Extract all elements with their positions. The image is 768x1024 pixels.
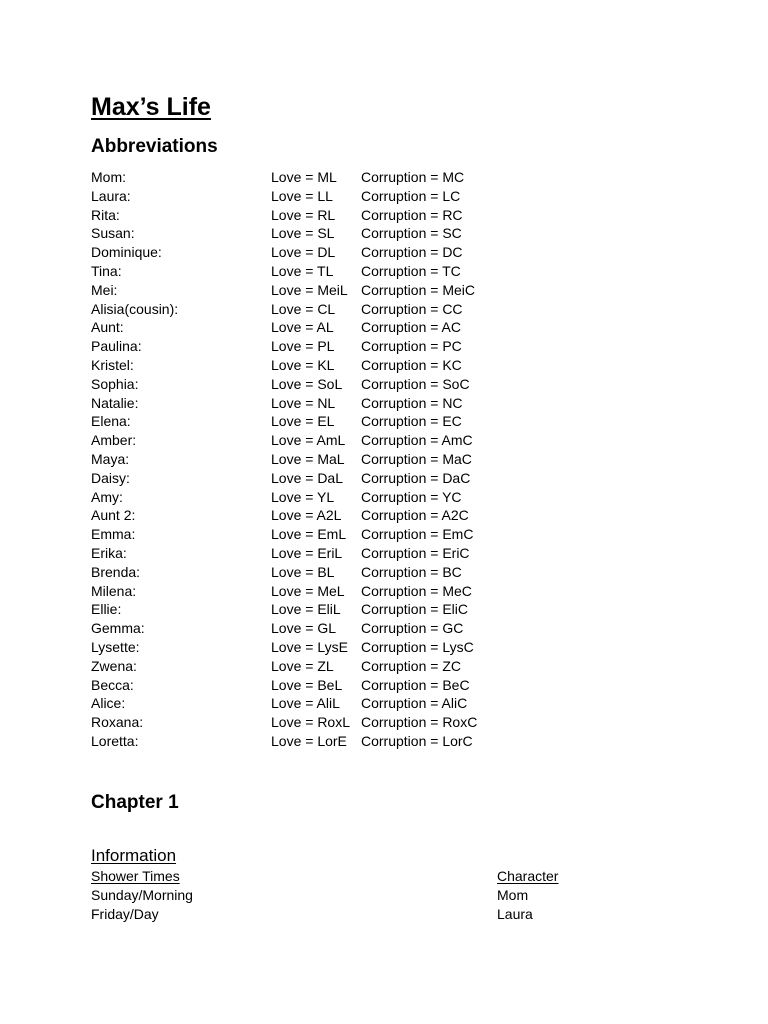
love-abbreviation: Love = MeiL: [271, 281, 348, 298]
corruption-abbreviation: Corruption = EliC: [361, 601, 468, 618]
character-name: Mei:: [91, 281, 118, 298]
corruption-abbreviation: Corruption = SC: [361, 225, 462, 242]
love-abbreviation: Love = A2L: [271, 507, 342, 524]
abbreviation-row: [91, 469, 611, 488]
character-name: Milena:: [91, 582, 137, 599]
abbreviation-row: [91, 300, 611, 319]
corruption-abbreviation: Corruption = LorC: [361, 732, 473, 749]
character-name: Emma:: [91, 526, 136, 543]
abbreviation-row: [91, 732, 611, 751]
character-name: Kristel:: [91, 356, 134, 373]
love-abbreviation: Love = AL: [271, 319, 334, 336]
love-abbreviation: Love = RL: [271, 206, 336, 223]
abbreviation-row: [91, 619, 611, 638]
character-name: Amber:: [91, 432, 137, 449]
corruption-abbreviation: Corruption = BeC: [361, 676, 470, 693]
corruption-abbreviation: Corruption = SoC: [361, 375, 470, 392]
table-row: [91, 905, 611, 924]
character-cell: Laura: [497, 906, 533, 922]
corruption-abbreviation: Corruption = GC: [361, 620, 464, 637]
corruption-abbreviation: Corruption = MeiC: [361, 281, 475, 298]
corruption-abbreviation: Corruption = EC: [361, 413, 462, 430]
corruption-abbreviation: Corruption = LC: [361, 187, 461, 204]
corruption-abbreviation: Corruption = A2C: [361, 507, 469, 524]
character-name: Erika:: [91, 544, 127, 561]
corruption-abbreviation: Corruption = YC: [361, 488, 462, 505]
love-abbreviation: Love = AmL: [271, 432, 346, 449]
character-name: Elena:: [91, 413, 131, 430]
love-abbreviation: Love = LysE: [271, 638, 348, 655]
corruption-abbreviation: Corruption = MaC: [361, 450, 472, 467]
love-abbreviation: Love = SoL: [271, 375, 343, 392]
info-table: [91, 867, 611, 924]
abbreviation-row: [91, 394, 611, 413]
abbreviation-row: [91, 168, 611, 187]
abbreviation-row: [91, 281, 611, 300]
love-abbreviation: Love = ZL: [271, 657, 334, 674]
character-name: Maya:: [91, 450, 130, 467]
character-header: Character: [497, 868, 559, 884]
character-name: Brenda:: [91, 563, 141, 580]
corruption-abbreviation: Corruption = RoxC: [361, 714, 478, 731]
love-abbreviation: Love = BeL: [271, 676, 343, 693]
corruption-abbreviation: Corruption = LysC: [361, 638, 474, 655]
abbreviations-heading: Abbreviations: [91, 136, 218, 157]
love-abbreviation: Love = PL: [271, 338, 335, 355]
abbreviation-row: [91, 356, 611, 375]
chapter-heading: Chapter 1: [91, 792, 179, 813]
corruption-abbreviation: Corruption = AC: [361, 319, 461, 336]
abbreviation-row: [91, 713, 611, 732]
love-abbreviation: Love = LL: [271, 187, 333, 204]
corruption-abbreviation: Corruption = DC: [361, 244, 463, 261]
character-name: Alisia(cousin):: [91, 300, 179, 317]
abbreviation-row: [91, 318, 611, 337]
love-abbreviation: Love = SL: [271, 225, 335, 242]
love-abbreviation: Love = AliL: [271, 695, 340, 712]
abbreviation-row: [91, 243, 611, 262]
shower-time-cell: Friday/Day: [91, 906, 159, 922]
abbreviation-row: [91, 262, 611, 281]
love-abbreviation: Love = DaL: [271, 469, 343, 486]
love-abbreviation: Love = GL: [271, 620, 336, 637]
love-abbreviation: Love = MeL: [271, 582, 345, 599]
abbreviation-row: [91, 563, 611, 582]
love-abbreviation: Love = CL: [271, 300, 336, 317]
abbreviation-row: [91, 657, 611, 676]
love-abbreviation: Love = KL: [271, 356, 335, 373]
abbreviation-row: [91, 206, 611, 225]
abbreviation-row: [91, 224, 611, 243]
love-abbreviation: Love = BL: [271, 563, 335, 580]
love-abbreviation: Love = TL: [271, 262, 334, 279]
abbreviation-row: [91, 694, 611, 713]
character-name: Becca:: [91, 676, 134, 693]
corruption-abbreviation: Corruption = MC: [361, 169, 465, 185]
character-name: Zwena:: [91, 657, 137, 674]
character-name: Gemma:: [91, 620, 145, 637]
abbreviation-row: [91, 450, 611, 469]
abbreviation-row: [91, 676, 611, 695]
corruption-abbreviation: Corruption = AmC: [361, 432, 473, 449]
character-name: Ellie:: [91, 601, 122, 618]
corruption-abbreviation: Corruption = AliC: [361, 695, 468, 712]
abbreviation-row: [91, 337, 611, 356]
info-table-header-row: [91, 867, 611, 886]
love-abbreviation: Love = EriL: [271, 544, 343, 561]
corruption-abbreviation: Corruption = BC: [361, 563, 462, 580]
corruption-abbreviation: Corruption = NC: [361, 394, 463, 411]
information-heading: Information: [91, 846, 177, 865]
character-cell: Mom: [497, 887, 529, 903]
character-name: Alice:: [91, 695, 126, 712]
abbreviation-row: [91, 582, 611, 601]
table-row: [91, 886, 611, 905]
corruption-abbreviation: Corruption = EriC: [361, 544, 470, 561]
abbreviations-list: [91, 168, 611, 751]
love-abbreviation: Love = NL: [271, 394, 336, 411]
abbreviation-row: [91, 375, 611, 394]
character-name: Dominique:: [91, 244, 162, 261]
character-name: Paulina:: [91, 338, 142, 355]
abbreviation-row: [91, 506, 611, 525]
corruption-abbreviation: Corruption = ZC: [361, 657, 461, 674]
love-abbreviation: Love = EliL: [271, 601, 341, 618]
page-title: Max’s Life: [91, 93, 211, 121]
character-name: Mom:: [91, 169, 126, 185]
love-abbreviation: Love = EmL: [271, 526, 347, 543]
abbreviation-row: [91, 638, 611, 657]
corruption-abbreviation: Corruption = KC: [361, 356, 462, 373]
abbreviation-row: [91, 187, 611, 206]
character-name: Natalie:: [91, 394, 139, 411]
character-name: Roxana:: [91, 714, 144, 731]
abbreviation-row: [91, 488, 611, 507]
corruption-abbreviation: Corruption = MeC: [361, 582, 472, 599]
character-name: Lysette:: [91, 638, 140, 655]
character-name: Tina:: [91, 262, 122, 279]
love-abbreviation: Love = DL: [271, 244, 336, 261]
love-abbreviation: Love = RoxL: [271, 714, 350, 731]
love-abbreviation: Love = MaL: [271, 450, 345, 467]
corruption-abbreviation: Corruption = DaC: [361, 469, 471, 486]
character-name: Susan:: [91, 225, 135, 242]
corruption-abbreviation: Corruption = TC: [361, 262, 461, 279]
character-name: Laura:: [91, 187, 131, 204]
love-abbreviation: Love = ML: [271, 169, 337, 185]
abbreviation-row: [91, 600, 611, 619]
abbreviation-row: [91, 431, 611, 450]
abbreviation-row: [91, 412, 611, 431]
abbreviation-row: [91, 525, 611, 544]
shower-times-header: Shower Times: [91, 868, 180, 884]
love-abbreviation: Love = YL: [271, 488, 335, 505]
shower-time-cell: Sunday/Morning: [91, 887, 193, 903]
corruption-abbreviation: Corruption = CC: [361, 300, 463, 317]
corruption-abbreviation: Corruption = EmC: [361, 526, 474, 543]
character-name: Loretta:: [91, 732, 139, 749]
character-name: Amy:: [91, 488, 123, 505]
character-name: Aunt 2:: [91, 507, 136, 524]
love-abbreviation: Love = EL: [271, 413, 335, 430]
character-name: Daisy:: [91, 469, 130, 486]
corruption-abbreviation: Corruption = PC: [361, 338, 462, 355]
love-abbreviation: Love = LorE: [271, 732, 347, 749]
abbreviation-row: [91, 544, 611, 563]
character-name: Sophia:: [91, 375, 139, 392]
character-name: Rita:: [91, 206, 120, 223]
corruption-abbreviation: Corruption = RC: [361, 206, 463, 223]
character-name: Aunt:: [91, 319, 124, 336]
